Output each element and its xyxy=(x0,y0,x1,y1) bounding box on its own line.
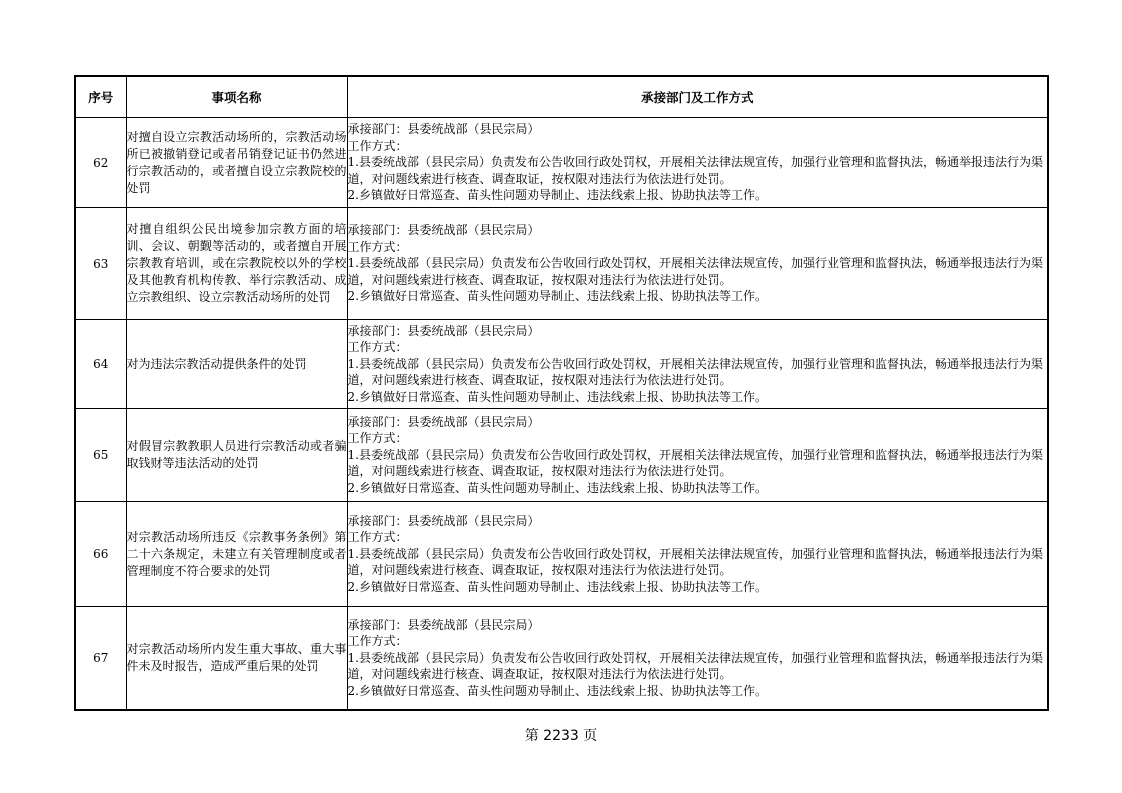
page-number: 第 2233 页 xyxy=(524,728,598,744)
method-item-1: 1.县委统战部（县民宗局）负责发布公告收回行政处罚权，开展相关法律法规宣传，加强行业管理和监督执法，畅通举报违法行为渠道，对问题线索进行核查、调查取证，按权限对违法行为依法进行处罚。 xyxy=(347,356,1043,388)
row-number: 63 xyxy=(75,208,126,320)
method-label: 工作方式： xyxy=(347,138,408,153)
header-department-method: 承接部门及工作方式 xyxy=(347,76,1048,118)
row-number: 62 xyxy=(75,118,126,208)
row-number: 67 xyxy=(75,607,126,710)
table-row xyxy=(75,118,1048,208)
method-item-2: 2.乡镇做好日常巡查、苗头性问题劝导制止、违法线索上报、协助执法等工作。 xyxy=(347,188,767,203)
header-serial-number: 序号 xyxy=(75,76,126,118)
method-label: 工作方式： xyxy=(347,239,408,254)
department-line: 承接部门：县委统战部（县民宗局） xyxy=(347,223,540,238)
matter-name: 对宗教活动场所违反《宗教事务条例》第二十六条规定，未建立有关管理制度或者管理制度不符合要求的处罚 xyxy=(126,502,347,607)
department-line: 承接部门：县委统战部（县民宗局） xyxy=(347,414,540,429)
row-number: 65 xyxy=(75,409,126,502)
method-item-2: 2.乡镇做好日常巡查、苗头性问题劝导制止、违法线索上报、协助执法等工作。 xyxy=(347,389,767,404)
department-method-cell xyxy=(347,409,1048,502)
method-label: 工作方式： xyxy=(347,340,408,355)
method-item-1: 1.县委统战部（县民宗局）负责发布公告收回行政处罚权，开展相关法律法规宣传，加强行业管理和监督执法，畅通举报违法行为渠道，对问题线索进行核查、调查取证，按权限对违法行为依法进行处罚。 xyxy=(347,447,1043,479)
matters-table xyxy=(74,75,1049,711)
matter-name: 对擅自设立宗教活动场所的，宗教活动场所已被撤销登记或者吊销登记证书仍然进行宗教活动的，或者擅自设立宗教院校的处罚 xyxy=(126,118,347,208)
table-header-row xyxy=(75,76,1048,118)
table-row xyxy=(75,320,1048,409)
method-item-2: 2.乡镇做好日常巡查、苗头性问题劝导制止、违法线索上报、协助执法等工作。 xyxy=(347,579,767,594)
department-method-cell xyxy=(347,607,1048,710)
department-line: 承接部门：县委统战部（县民宗局） xyxy=(347,122,540,137)
department-line: 承接部门：县委统战部（县民宗局） xyxy=(347,513,540,528)
method-label: 工作方式： xyxy=(347,530,408,545)
matter-name: 对擅自组织公民出境参加宗教方面的培训、会议、朝觐等活动的，或者擅自开展宗教教育培训，或在宗教院校以外的学校及其他教育机构传教、举行宗教活动、成立宗教组织、设立宗教活动场所的处罚 xyxy=(126,208,347,320)
matter-name: 对为违法宗教活动提供条件的处罚 xyxy=(126,320,347,409)
table-row xyxy=(75,607,1048,710)
department-method-cell xyxy=(347,320,1048,409)
method-item-2: 2.乡镇做好日常巡查、苗头性问题劝导制止、违法线索上报、协助执法等工作。 xyxy=(347,289,767,304)
department-method-cell xyxy=(347,208,1048,320)
table-row xyxy=(75,208,1048,320)
department-line: 承接部门：县委统战部（县民宗局） xyxy=(347,617,540,632)
method-item-1: 1.县委统战部（县民宗局）负责发布公告收回行政处罚权，开展相关法律法规宣传，加强行业管理和监督执法，畅通举报违法行为渠道，对问题线索进行核查、调查取证，按权限对违法行为依法进行处罚。 xyxy=(347,546,1043,578)
row-number: 66 xyxy=(75,502,126,607)
matter-name: 对假冒宗教教职人员进行宗教活动或者骗取钱财等违法活动的处罚 xyxy=(126,409,347,502)
row-number: 64 xyxy=(75,320,126,409)
method-item-2: 2.乡镇做好日常巡查、苗头性问题劝导制止、违法线索上报、协助执法等工作。 xyxy=(347,683,767,698)
method-item-1: 1.县委统战部（县民宗局）负责发布公告收回行政处罚权，开展相关法律法规宣传，加强行业管理和监督执法，畅通举报违法行为渠道，对问题线索进行核查、调查取证，按权限对违法行为依法进行处罚。 xyxy=(347,650,1043,681)
header-matter-name: 事项名称 xyxy=(126,76,347,118)
department-line: 承接部门：县委统战部（县民宗局） xyxy=(347,323,540,338)
method-label: 工作方式： xyxy=(347,431,408,446)
matter-name: 对宗教活动场所内发生重大事故、重大事件未及时报告，造成严重后果的处罚 xyxy=(126,607,347,710)
method-item-2: 2.乡镇做好日常巡查、苗头性问题劝导制止、违法线索上报、协助执法等工作。 xyxy=(347,480,767,495)
department-method-cell xyxy=(347,118,1048,208)
method-item-1: 1.县委统战部（县民宗局）负责发布公告收回行政处罚权，开展相关法律法规宣传，加强行业管理和监督执法，畅通举报违法行为渠道，对问题线索进行核查、调查取证，按权限对违法行为依法进行处罚。 xyxy=(347,256,1043,287)
table-row xyxy=(75,502,1048,607)
method-label: 工作方式： xyxy=(347,634,408,648)
method-item-1: 1.县委统战部（县民宗局）负责发布公告收回行政处罚权，开展相关法律法规宣传，加强行业管理和监督执法，畅通举报违法行为渠道，对问题线索进行核查、调查取证，按权限对违法行为依法进行处罚。 xyxy=(347,155,1043,186)
department-method-cell xyxy=(347,502,1048,607)
table-row xyxy=(75,409,1048,502)
